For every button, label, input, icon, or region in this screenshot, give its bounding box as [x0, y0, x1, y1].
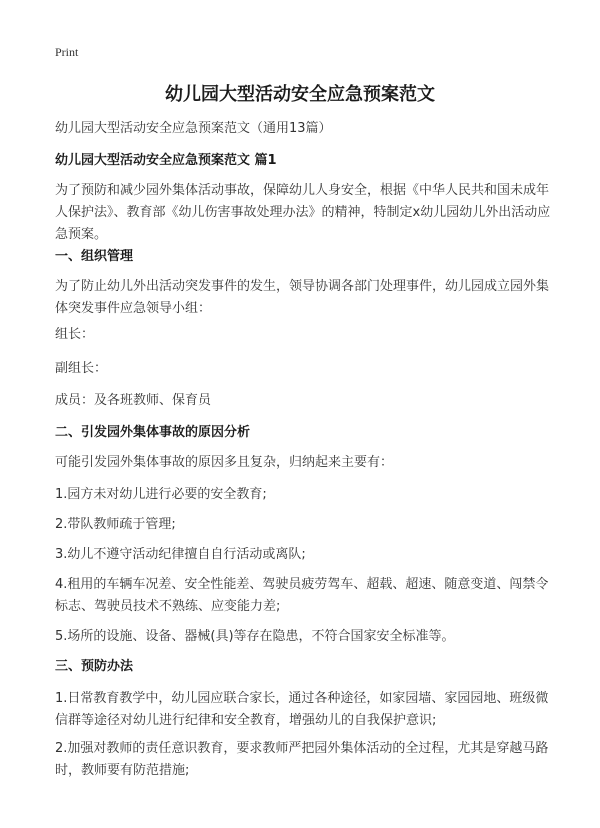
section-heading-prevention: 三、预防办法 — [55, 659, 134, 674]
article-heading: 幼儿园大型活动安全应急预案范文 篇1 — [55, 153, 277, 168]
prevention-item: 2.加强对教师的责任意识教育，要求教师严把园外集体活动的全过程，尤其是穿越马路时，教师要有防范措施; — [55, 741, 549, 778]
section-heading-causes: 二、引发园外集体事故的原因分析 — [55, 425, 251, 440]
document-title: 幼儿园大型活动安全应急预案范文 — [165, 84, 435, 105]
organization-paragraph: 为了防止幼儿外出活动突发事件的发生，领导协调各部门处理事件，幼儿园成立园外集体突发事件应急领导小组： — [55, 279, 550, 316]
prevention-item: 1.日常教育教学中，幼儿园应联合家长，通过各种途径，如家园墙、家园园地、班级微信群等途径对幼儿进行纪律和安全教育，增强幼儿的自我保护意识; — [55, 691, 549, 728]
leader-line: 组长： — [55, 327, 95, 342]
cause-item: 4.租用的车辆车况差、安全性能差、驾驶员疲劳驾车、超载、超速、随意变道、闯禁令标志、驾驶员技术不熟练、应变能力差; — [55, 577, 549, 614]
deputy-leader-line: 副组长： — [55, 361, 108, 376]
cause-item: 2.带队教师疏于管理; — [55, 517, 176, 532]
cause-item: 3.幼儿不遵守活动纪律擅自自行活动或离队; — [55, 547, 306, 562]
intro-paragraph: 为了预防和减少园外集体活动事故，保障幼儿人身安全，根据《中华人民共和国未成年人保护法》、教育部《幼儿伤害事故处理办法》的精神，特制定x幼儿园幼儿外出活动应急预案。 — [55, 183, 551, 242]
cause-item: 5.场所的设施、设备、器械(具)等存在隐患，不符合国家安全标准等。 — [55, 629, 455, 644]
print-link[interactable]: Print — [55, 45, 79, 59]
document-subtitle: 幼儿园大型活动安全应急预案范文（通用13篇） — [55, 121, 332, 136]
section-heading-organization: 一、组织管理 — [55, 249, 134, 264]
causes-intro: 可能引发园外集体事故的原因多且复杂，归纳起来主要有： — [55, 455, 394, 470]
cause-item: 1.园方未对幼儿进行必要的安全教育; — [55, 487, 267, 502]
members-line: 成员：及各班教师、保育员 — [55, 393, 212, 408]
